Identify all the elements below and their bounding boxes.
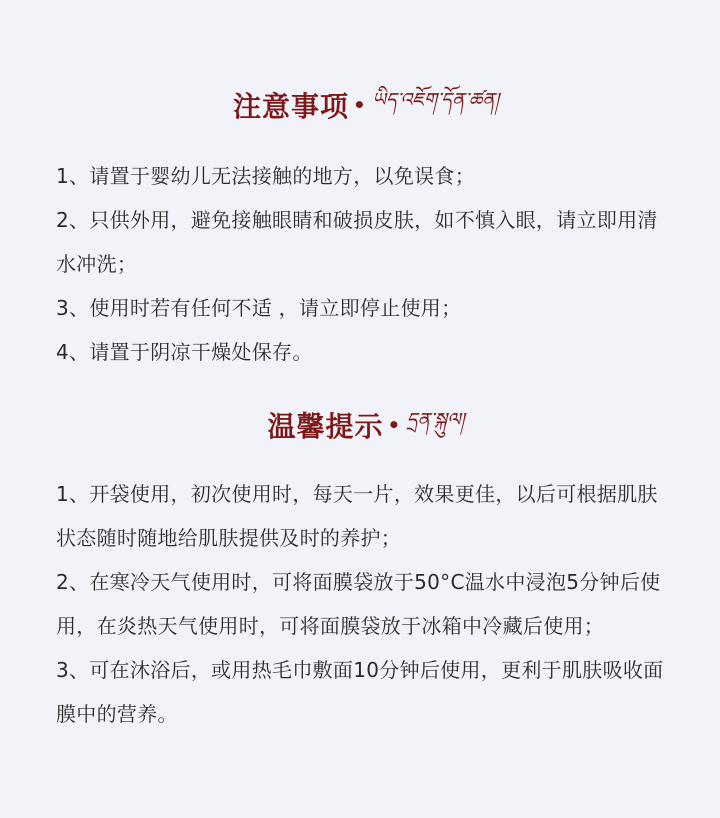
tips-list (56, 472, 676, 736)
list-item: 1、请置于婴幼儿无法接触的地方，以免误食； (56, 164, 476, 188)
list-item: 4、请置于阴凉干燥处保存。 (56, 340, 313, 364)
list-item: 2、在寒冷天气使用时，可将面膜袋放于50°C温水中浸泡5分钟后使用，在炎热天气使用时，可将面膜袋放于冰箱中冷藏后使用； (56, 570, 661, 638)
precautions-list (56, 154, 676, 374)
precautions-heading (56, 78, 676, 132)
list-item: 2、只供外用，避免接触眼睛和破损皮肤，如不慎入眼，请立即用清水冲洗； (56, 208, 658, 276)
list-item: 3、使用时若有任何不适 ，请立即停止使用； (56, 296, 462, 320)
list-item: 3、可在沐浴后，或用热毛巾敷面10分钟后使用，更利于肌肤吸收面膜中的营养。 (56, 658, 664, 726)
title-separator: • (353, 93, 366, 117)
tips-title-tibetan: དྲན་སྐུལ། (406, 409, 465, 431)
tips-section (56, 398, 676, 736)
tips-title: 温馨提示 (267, 410, 384, 443)
precautions-section (56, 78, 676, 374)
tips-heading (56, 398, 676, 452)
precautions-title-tibetan: ཡིད་འཇོག་དོན་ཚན། (371, 89, 500, 111)
list-item: 1、开袋使用，初次使用时，每天一片，效果更佳，以后可根据肌肤状态随时随地给肌肤提供及时的养护； (56, 482, 658, 550)
title-separator: • (387, 413, 401, 437)
precautions-title: 注意事项 (232, 90, 349, 123)
